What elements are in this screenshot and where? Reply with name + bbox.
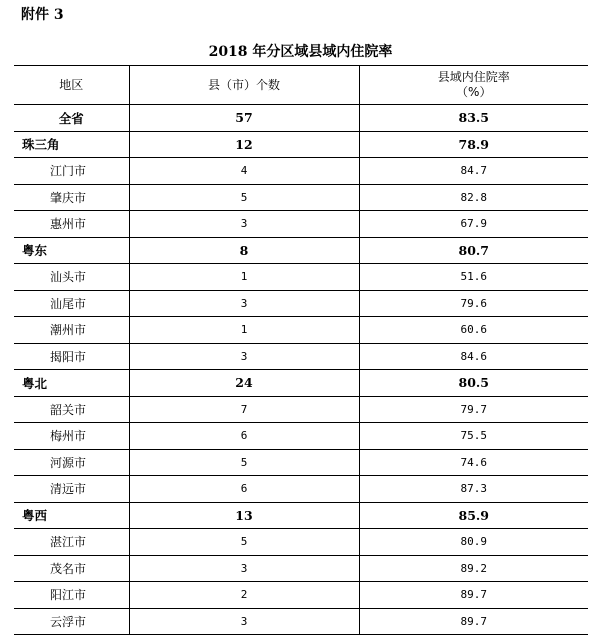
- cell-hospitalization-rate: 89.2: [359, 555, 588, 582]
- cell-region-name: 湛江市: [14, 529, 129, 556]
- table-row-city: [14, 423, 588, 450]
- header-rate-label: 县域内住院率: [437, 70, 510, 84]
- cell-hospitalization-rate: 89.7: [359, 582, 588, 609]
- cell-region-name: 粤西: [14, 502, 129, 529]
- hospitalization-rate-table: [14, 65, 588, 635]
- cell-hospitalization-rate: 80.7: [359, 237, 588, 264]
- table-row-region: [14, 370, 588, 397]
- cell-region-name: 汕头市: [14, 264, 129, 291]
- cell-hospitalization-rate: 78.9: [359, 131, 588, 158]
- table-row-city: [14, 343, 588, 370]
- cell-hospitalization-rate: 84.7: [359, 158, 588, 185]
- cell-region-name: 河源市: [14, 449, 129, 476]
- cell-county-count: 5: [129, 449, 359, 476]
- cell-county-count: 3: [129, 555, 359, 582]
- cell-county-count: 7: [129, 396, 359, 423]
- table-row-city: [14, 396, 588, 423]
- header-county-count: 县（市）个数: [129, 66, 359, 105]
- table-row-city: [14, 317, 588, 344]
- cell-hospitalization-rate: 79.6: [359, 290, 588, 317]
- cell-county-count: 57: [129, 105, 359, 132]
- cell-county-count: 4: [129, 158, 359, 185]
- table-row-city: [14, 582, 588, 609]
- cell-region-name: 粤北: [14, 370, 129, 397]
- attachment-label: 附件 3: [21, 7, 64, 23]
- cell-hospitalization-rate: 83.5: [359, 105, 588, 132]
- cell-region-name: 云浮市: [14, 608, 129, 635]
- cell-county-count: 6: [129, 423, 359, 450]
- cell-county-count: 3: [129, 608, 359, 635]
- cell-region-name: 江门市: [14, 158, 129, 185]
- cell-county-count: 5: [129, 529, 359, 556]
- header-rate: [359, 66, 588, 105]
- cell-region-name: 肇庆市: [14, 184, 129, 211]
- cell-hospitalization-rate: 75.5: [359, 423, 588, 450]
- table-body: [14, 105, 588, 635]
- cell-hospitalization-rate: 67.9: [359, 211, 588, 238]
- cell-hospitalization-rate: 82.8: [359, 184, 588, 211]
- cell-region-name: 全省: [14, 105, 129, 132]
- cell-hospitalization-rate: 85.9: [359, 502, 588, 529]
- header-region: 地区: [14, 66, 129, 105]
- cell-county-count: 1: [129, 317, 359, 344]
- table-row-city: [14, 449, 588, 476]
- cell-county-count: 13: [129, 502, 359, 529]
- header-row: [14, 66, 588, 105]
- cell-region-name: 清远市: [14, 476, 129, 503]
- cell-hospitalization-rate: 84.6: [359, 343, 588, 370]
- table-row-city: [14, 184, 588, 211]
- cell-county-count: 8: [129, 237, 359, 264]
- cell-county-count: 2: [129, 582, 359, 609]
- cell-county-count: 5: [129, 184, 359, 211]
- table-row-total: [14, 105, 588, 132]
- cell-region-name: 汕尾市: [14, 290, 129, 317]
- cell-hospitalization-rate: 87.3: [359, 476, 588, 503]
- cell-hospitalization-rate: 80.9: [359, 529, 588, 556]
- cell-hospitalization-rate: 60.6: [359, 317, 588, 344]
- cell-region-name: 梅州市: [14, 423, 129, 450]
- header-rate-unit: （%）: [456, 85, 492, 99]
- cell-county-count: 6: [129, 476, 359, 503]
- cell-county-count: 3: [129, 343, 359, 370]
- table-row-city: [14, 529, 588, 556]
- cell-region-name: 揭阳市: [14, 343, 129, 370]
- table-row-city: [14, 555, 588, 582]
- cell-hospitalization-rate: 51.6: [359, 264, 588, 291]
- table-row-city: [14, 264, 588, 291]
- cell-county-count: 3: [129, 211, 359, 238]
- cell-region-name: 惠州市: [14, 211, 129, 238]
- cell-hospitalization-rate: 79.7: [359, 396, 588, 423]
- table-header: [14, 66, 588, 105]
- cell-county-count: 3: [129, 290, 359, 317]
- cell-hospitalization-rate: 89.7: [359, 608, 588, 635]
- cell-hospitalization-rate: 74.6: [359, 449, 588, 476]
- cell-region-name: 韶关市: [14, 396, 129, 423]
- cell-county-count: 12: [129, 131, 359, 158]
- table-row-city: [14, 608, 588, 635]
- table-row-city: [14, 158, 588, 185]
- table-row-region: [14, 131, 588, 158]
- table-row-city: [14, 290, 588, 317]
- cell-region-name: 珠三角: [14, 131, 129, 158]
- cell-region-name: 茂名市: [14, 555, 129, 582]
- table-row-region: [14, 502, 588, 529]
- cell-county-count: 1: [129, 264, 359, 291]
- cell-region-name: 潮州市: [14, 317, 129, 344]
- cell-region-name: 阳江市: [14, 582, 129, 609]
- table-title: 2018 年分区域县域内住院率: [208, 44, 393, 60]
- cell-hospitalization-rate: 80.5: [359, 370, 588, 397]
- table-row-region: [14, 237, 588, 264]
- table-row-city: [14, 211, 588, 238]
- cell-county-count: 24: [129, 370, 359, 397]
- table-row-city: [14, 476, 588, 503]
- cell-region-name: 粤东: [14, 237, 129, 264]
